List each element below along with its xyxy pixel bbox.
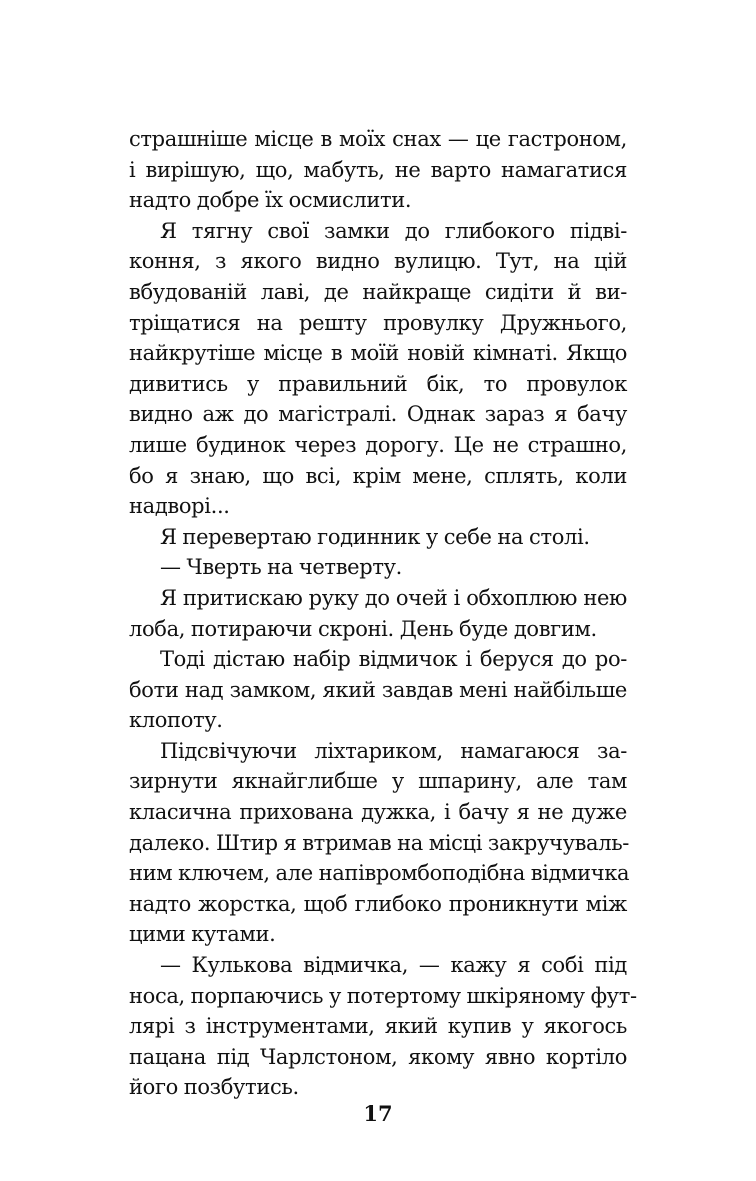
text-line: Я притискаю руку до очей і обхоплюю нею <box>160 585 627 610</box>
text-line: лише будинок через дорогу. Це не страшно, <box>129 432 627 457</box>
text-line: цими кутами. <box>129 922 276 947</box>
text-line: дивитись у правильний бік, то провулок <box>129 371 627 396</box>
text-line: тріщатися на решту провулку Дружнього, <box>129 310 627 335</box>
text-line: боти над замком, який завдав мені найбільше <box>129 677 627 702</box>
text-line: пацана під Чарлстоном, якому явно кортіло <box>129 1044 627 1069</box>
text-line: — Кулькова відмичка, — кажу я собі під <box>160 953 627 978</box>
text-line: клопоту. <box>129 708 223 733</box>
text-line: Я перевертаю годинник у себе на столі. <box>160 524 590 549</box>
text-line: лярі з інструментами, який купив у якогось <box>129 1014 627 1039</box>
text-line: надто добре їх осмислити. <box>129 188 412 213</box>
text-line: страшніше місце в моїх снах — це гастроном, <box>129 127 627 151</box>
text-line: — Чверть на четверту. <box>160 555 402 580</box>
text-line: Підсвічуючи ліхтариком, намагаюся за- <box>160 738 627 763</box>
text-line: класична прихована дужка, і бачу я не дуже <box>129 800 627 825</box>
text-line: носа, порпаючись у потертому шкіряному фут- <box>129 983 637 1008</box>
text-line: Я тягну свої замки до глибокого підві- <box>160 218 627 243</box>
text-line: його позбутись. <box>129 1075 299 1100</box>
text-line: далеко. Штир я втримав на місці закручуваль- <box>129 830 630 855</box>
text-line: лоба, потираючи скроні. День буде довгим. <box>129 616 597 641</box>
text-line: і вирішую, що, мабуть, не варто намагатися <box>129 157 627 182</box>
text-line: коння, з якого видно вулицю. Тут, на цій <box>129 249 627 274</box>
text-line: видно аж до магістралі. Однак зараз я бачу <box>129 402 627 427</box>
text-line: зирнути якнайглибше у шпарину, але там <box>129 769 627 794</box>
text-line: надто жорстка, щоб глибоко проникнути між <box>129 891 627 916</box>
text-line: ним ключем, але напівромбоподібна відмичка <box>129 861 630 886</box>
page-number: 17 <box>363 1101 393 1126</box>
text-line: Тоді дістаю набір відмичок і беруся до ро- <box>160 647 627 672</box>
text-line: надворі... <box>129 494 230 519</box>
body-text <box>129 124 637 1103</box>
text-line: бо я знаю, що всі, крім мене, сплять, коли <box>129 463 627 488</box>
text-line: вбудованій лаві, де найкраще сидіти й ви- <box>129 279 627 304</box>
text-line: найкрутіше місце в моїй новій кімнаті. Якщо <box>129 341 627 366</box>
